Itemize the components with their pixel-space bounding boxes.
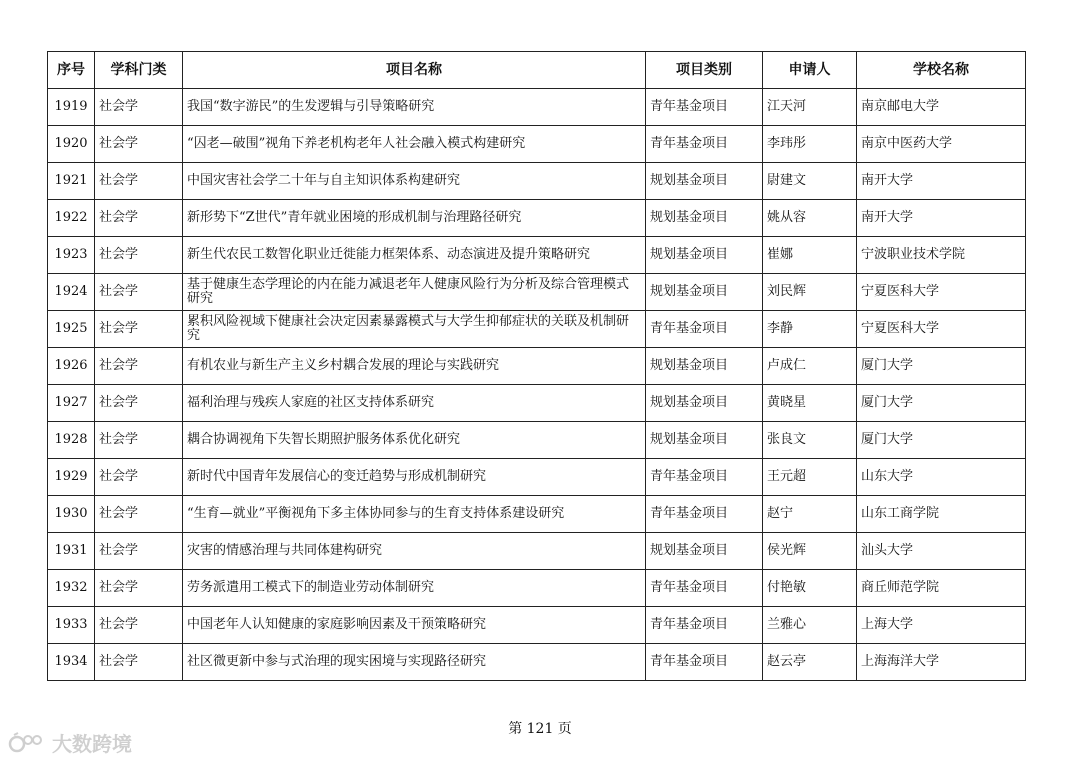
cell-discipline: 社会学 [95,385,183,422]
cell-school: 南京邮电大学 [857,89,1026,126]
cell-applicant: 李玮彤 [763,126,857,163]
cell-project-name: 社区微更新中参与式治理的现实困境与实现路径研究 [183,644,646,681]
cell-school: 山东大学 [857,459,1026,496]
table-row [48,422,1026,459]
cell-project-category: 青年基金项目 [646,644,763,681]
cell-project-category: 青年基金项目 [646,570,763,607]
page-number: 第 121 页 [508,721,572,737]
cell-school: 厦门大学 [857,348,1026,385]
cell-applicant: 赵宁 [763,496,857,533]
table-row [48,496,1026,533]
table-row [48,459,1026,496]
cell-applicant: 侯光辉 [763,533,857,570]
cell-serial: 1931 [48,533,95,570]
cell-project-name: 劳务派遣用工模式下的制造业劳动体制研究 [183,570,646,607]
cell-serial: 1921 [48,163,95,200]
cell-discipline: 社会学 [95,422,183,459]
cell-discipline: 社会学 [95,126,183,163]
header-row [48,52,1026,89]
cell-serial: 1926 [48,348,95,385]
cell-school: 南开大学 [857,200,1026,237]
cell-serial: 1920 [48,126,95,163]
table-header [48,52,1026,89]
cell-project-category: 青年基金项目 [646,126,763,163]
cell-project-name: 福利治理与残疾人家庭的社区支持体系研究 [183,385,646,422]
cell-discipline: 社会学 [95,237,183,274]
cell-project-name: 新形势下“Z世代”青年就业困境的形成机制与治理路径研究 [183,200,646,237]
watermark [8,728,132,757]
cell-applicant: 卢成仁 [763,348,857,385]
cell-applicant: 付艳敏 [763,570,857,607]
cell-school: 上海海洋大学 [857,644,1026,681]
cell-discipline: 社会学 [95,644,183,681]
cell-school: 上海大学 [857,607,1026,644]
table-row [48,163,1026,200]
cell-project-category: 规划基金项目 [646,200,763,237]
cell-applicant: 江天河 [763,89,857,126]
cell-project-category: 规划基金项目 [646,385,763,422]
cell-project-name: 累积风险视域下健康社会决定因素暴露模式与大学生抑郁症状的关联及机制研究 [183,311,646,348]
cell-school: 汕头大学 [857,533,1026,570]
cell-discipline: 社会学 [95,200,183,237]
cell-serial: 1933 [48,607,95,644]
table-row [48,126,1026,163]
header-serial: 序号 [48,52,95,89]
cell-applicant: 尉建文 [763,163,857,200]
cell-discipline: 社会学 [95,459,183,496]
cell-project-name: “生育—就业”平衡视角下多主体协同参与的生育支持体系建设研究 [183,496,646,533]
table-row [48,533,1026,570]
table-row [48,385,1026,422]
cell-project-category: 规划基金项目 [646,274,763,311]
cell-discipline: 社会学 [95,570,183,607]
table-row [48,607,1026,644]
project-table [47,51,1026,681]
header-applicant: 申请人 [763,52,857,89]
cell-serial: 1924 [48,274,95,311]
cell-serial: 1932 [48,570,95,607]
header-discipline: 学科门类 [95,52,183,89]
cell-project-category: 青年基金项目 [646,459,763,496]
cell-project-category: 规划基金项目 [646,533,763,570]
cell-school: 山东工商学院 [857,496,1026,533]
cell-applicant: 赵云亭 [763,644,857,681]
header-project-name: 项目名称 [183,52,646,89]
cell-project-category: 规划基金项目 [646,422,763,459]
cell-project-name: 耦合协调视角下失智长期照护服务体系优化研究 [183,422,646,459]
cell-applicant: 黄晓星 [763,385,857,422]
cell-serial: 1934 [48,644,95,681]
table-row [48,274,1026,311]
cell-project-category: 青年基金项目 [646,607,763,644]
cell-discipline: 社会学 [95,89,183,126]
cell-project-name: “囚老—破围”视角下养老机构老年人社会融入模式构建研究 [183,126,646,163]
cell-discipline: 社会学 [95,311,183,348]
cell-school: 宁波职业技术学院 [857,237,1026,274]
cell-school: 南京中医药大学 [857,126,1026,163]
cell-serial: 1930 [48,496,95,533]
cell-school: 宁夏医科大学 [857,311,1026,348]
cell-applicant: 王元超 [763,459,857,496]
cell-school: 宁夏医科大学 [857,274,1026,311]
cell-school: 南开大学 [857,163,1026,200]
cell-serial: 1919 [48,89,95,126]
header-project-category: 项目类别 [646,52,763,89]
cell-serial: 1927 [48,385,95,422]
cell-project-name: 新生代农民工数智化职业迁徙能力框架体系、动态演进及提升策略研究 [183,237,646,274]
table-row [48,237,1026,274]
cell-applicant: 张良文 [763,422,857,459]
cell-applicant: 兰雅心 [763,607,857,644]
cell-project-category: 规划基金项目 [646,163,763,200]
cell-applicant: 姚从容 [763,200,857,237]
cell-serial: 1922 [48,200,95,237]
cell-project-category: 规划基金项目 [646,348,763,385]
table-row [48,200,1026,237]
cell-project-category: 青年基金项目 [646,311,763,348]
brand-logo-icon [8,732,48,754]
cell-project-name: 新时代中国青年发展信心的变迁趋势与形成机制研究 [183,459,646,496]
cell-project-category: 青年基金项目 [646,89,763,126]
watermark-text: 大数跨境 [52,732,132,756]
cell-discipline: 社会学 [95,496,183,533]
cell-applicant: 崔娜 [763,237,857,274]
cell-project-name: 我国“数字游民”的生发逻辑与引导策略研究 [183,89,646,126]
table-row [48,348,1026,385]
cell-project-name: 基于健康生态学理论的内在能力减退老年人健康风险行为分析及综合管理模式研究 [183,274,646,311]
cell-discipline: 社会学 [95,163,183,200]
cell-discipline: 社会学 [95,274,183,311]
cell-project-name: 有机农业与新生产主义乡村耦合发展的理论与实践研究 [183,348,646,385]
cell-discipline: 社会学 [95,607,183,644]
cell-project-name: 中国老年人认知健康的家庭影响因素及干预策略研究 [183,607,646,644]
cell-project-category: 规划基金项目 [646,237,763,274]
cell-project-category: 青年基金项目 [646,496,763,533]
table-row [48,311,1026,348]
cell-school: 厦门大学 [857,422,1026,459]
table-body [48,89,1026,681]
header-school: 学校名称 [857,52,1026,89]
cell-applicant: 李静 [763,311,857,348]
table-row [48,570,1026,607]
cell-discipline: 社会学 [95,533,183,570]
cell-discipline: 社会学 [95,348,183,385]
cell-school: 商丘师范学院 [857,570,1026,607]
cell-serial: 1929 [48,459,95,496]
cell-applicant: 刘民辉 [763,274,857,311]
cell-project-name: 灾害的情感治理与共同体建构研究 [183,533,646,570]
cell-school: 厦门大学 [857,385,1026,422]
table-row [48,644,1026,681]
table-row [48,89,1026,126]
cell-serial: 1928 [48,422,95,459]
cell-serial: 1923 [48,237,95,274]
cell-serial: 1925 [48,311,95,348]
cell-project-name: 中国灾害社会学二十年与自主知识体系构建研究 [183,163,646,200]
